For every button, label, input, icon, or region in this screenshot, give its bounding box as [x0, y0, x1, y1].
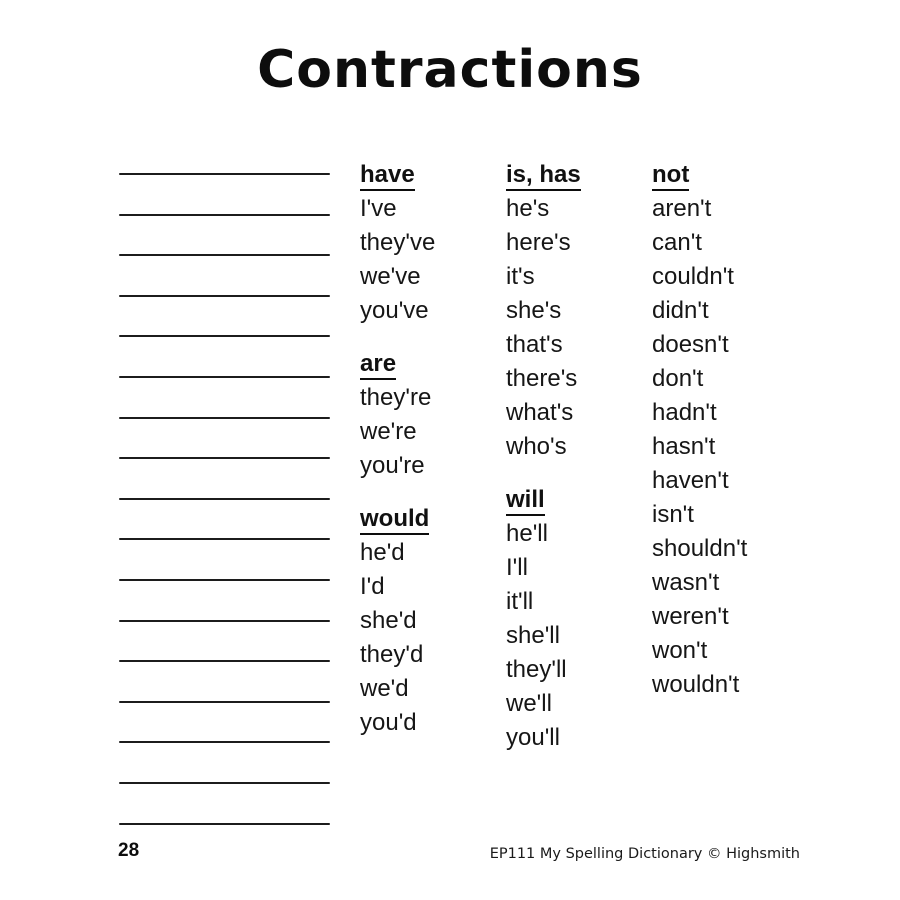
- page-title: Contractions: [257, 40, 643, 100]
- writing-line: [119, 538, 330, 540]
- contraction-word: they're: [360, 384, 432, 411]
- contraction-word: he's: [506, 195, 550, 222]
- writing-line: [119, 660, 330, 662]
- contraction-word: it'll: [506, 588, 534, 615]
- contraction-word: they'd: [360, 641, 424, 668]
- contraction-word: don't: [652, 365, 704, 392]
- group-heading: [360, 347, 435, 381]
- contraction-word: you'll: [506, 724, 560, 751]
- contraction-word: hasn't: [652, 433, 716, 460]
- contraction-word: shouldn't: [652, 535, 748, 562]
- contraction-word: she'll: [506, 622, 560, 649]
- contraction-word: he'd: [360, 539, 405, 566]
- contraction-word: we'll: [506, 690, 552, 717]
- contraction-column-2: [506, 158, 581, 774]
- contraction-word: won't: [652, 637, 708, 664]
- contraction-word: he'll: [506, 520, 548, 547]
- group-heading: [360, 502, 435, 536]
- group-heading: [652, 158, 747, 192]
- contraction-word: there's: [506, 365, 578, 392]
- writing-line: [119, 823, 330, 825]
- writing-line: [119, 579, 330, 581]
- contraction-column-1: [360, 158, 435, 759]
- contraction-word: that's: [506, 331, 563, 358]
- writing-line: [119, 620, 330, 622]
- contraction-word: she'd: [360, 607, 417, 634]
- contraction-group: [506, 483, 581, 755]
- group-heading: [360, 158, 435, 192]
- group-heading-text: will: [506, 486, 545, 516]
- contraction-word: she's: [506, 297, 562, 324]
- writing-line: [119, 254, 330, 256]
- contraction-column-3: [652, 158, 747, 721]
- writing-line: [119, 782, 330, 784]
- group-heading-text: is, has: [506, 161, 581, 191]
- contraction-group: [360, 347, 435, 483]
- contraction-word: who's: [506, 433, 567, 460]
- contraction-word: isn't: [652, 501, 694, 528]
- contraction-word: you'd: [360, 709, 417, 736]
- writing-line: [119, 498, 330, 500]
- contraction-word: I'll: [506, 554, 528, 581]
- group-heading-text: have: [360, 161, 415, 191]
- contraction-word: wasn't: [652, 569, 720, 596]
- contraction-word: I'd: [360, 573, 385, 600]
- contraction-word: they've: [360, 229, 436, 256]
- group-heading: [506, 483, 581, 517]
- contraction-word: what's: [506, 399, 574, 426]
- contraction-word: here's: [506, 229, 571, 256]
- contraction-group: [360, 158, 435, 328]
- contraction-word: you've: [360, 297, 429, 324]
- contraction-word: wouldn't: [652, 671, 740, 698]
- contraction-word: I've: [360, 195, 397, 222]
- footer-credit: EP111 My Spelling Dictionary © Highsmith: [489, 846, 800, 862]
- writing-line: [119, 376, 330, 378]
- writing-line: [119, 417, 330, 419]
- writing-line: [119, 741, 330, 743]
- writing-line: [119, 214, 330, 216]
- writing-line: [119, 173, 330, 175]
- contraction-word: you're: [360, 452, 425, 479]
- contraction-word: doesn't: [652, 331, 729, 358]
- group-heading-text: not: [652, 161, 689, 191]
- writing-line: [119, 701, 330, 703]
- contraction-word: they'll: [506, 656, 567, 683]
- page-number: 28: [118, 840, 140, 861]
- writing-line: [119, 457, 330, 459]
- contraction-word: hadn't: [652, 399, 717, 426]
- writing-line: [119, 335, 330, 337]
- contraction-word: it's: [506, 263, 535, 290]
- contraction-word: couldn't: [652, 263, 734, 290]
- contraction-word: aren't: [652, 195, 712, 222]
- writing-line: [119, 295, 330, 297]
- contraction-group: [360, 502, 435, 740]
- group-heading: [506, 158, 581, 192]
- contraction-word: we've: [360, 263, 421, 290]
- contraction-word: weren't: [652, 603, 729, 630]
- contraction-word: we're: [360, 418, 417, 445]
- contraction-group: [652, 158, 747, 702]
- group-heading-text: would: [360, 505, 429, 535]
- contraction-word: we'd: [360, 675, 409, 702]
- group-heading-text: are: [360, 350, 396, 380]
- contraction-word: can't: [652, 229, 702, 256]
- contraction-word: didn't: [652, 297, 709, 324]
- contraction-word: haven't: [652, 467, 729, 494]
- contraction-group: [506, 158, 581, 464]
